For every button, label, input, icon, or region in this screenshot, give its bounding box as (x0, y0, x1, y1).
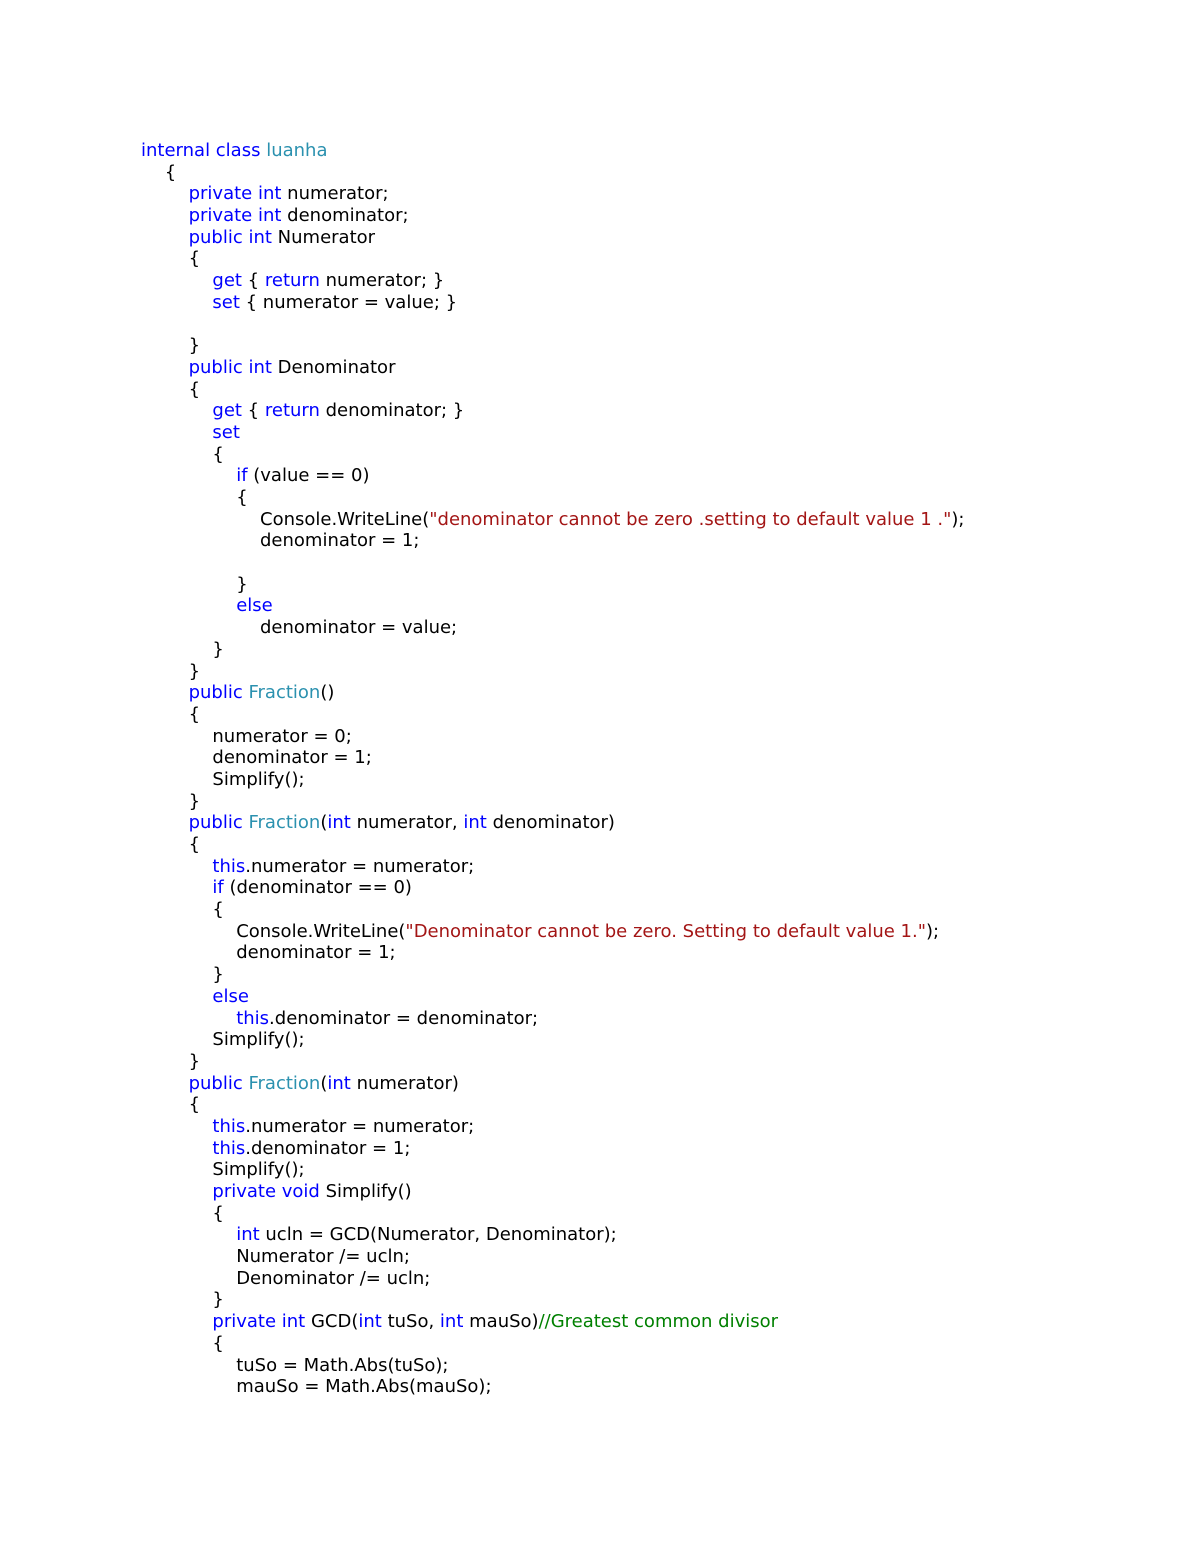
code-line (141, 270, 964, 292)
code-line (141, 1355, 964, 1377)
code-text-token: denominator = value; (260, 617, 458, 639)
code-text-token: { (188, 248, 201, 270)
code-line (141, 1224, 964, 1246)
code-text-token: Numerator /= ucln; (236, 1246, 410, 1268)
code-text-token: numerator) (356, 1072, 459, 1094)
keyword-token: public (188, 812, 249, 834)
code-line (141, 400, 964, 422)
code-line (141, 595, 964, 617)
keyword-token: int (439, 1311, 470, 1333)
code-text-token: Simplify(); (212, 1159, 305, 1181)
code-text-token: ( (320, 1072, 328, 1094)
code-line (141, 335, 964, 357)
code-text-token: tuSo, (387, 1311, 440, 1333)
code-text-token: } (212, 964, 224, 986)
code-line (141, 769, 964, 791)
code-line (141, 487, 964, 509)
keyword-token: int (358, 1311, 388, 1333)
code-line (141, 1311, 964, 1333)
code-text-token: tuSo = Math.Abs(tuSo); (236, 1354, 449, 1376)
code-line (141, 1268, 964, 1290)
code-text-token: ); (926, 920, 940, 942)
code-text-token: } (212, 1289, 224, 1311)
code-line (141, 357, 964, 379)
code-line (141, 899, 964, 921)
keyword-token: return (264, 400, 326, 422)
code-line (141, 1203, 964, 1225)
type-name-token: Fraction (248, 682, 321, 704)
code-text-token: Simplify(); (212, 1029, 305, 1051)
code-line (141, 834, 964, 856)
code-line (141, 617, 964, 639)
type-name-token: Fraction (248, 1072, 321, 1094)
code-text-token: .numerator = numerator; (245, 855, 475, 877)
keyword-token: int (327, 1072, 357, 1094)
code-line (141, 292, 964, 314)
code-text-token: ); (951, 508, 965, 530)
keyword-token: private void (212, 1181, 326, 1202)
code-line (141, 162, 964, 184)
code-text-token: denominator = 1; (260, 530, 420, 552)
code-line (141, 921, 964, 943)
code-text-token: numerator, (356, 812, 464, 834)
code-text-token: Numerator (277, 226, 376, 248)
code-text-token: } (188, 660, 201, 682)
code-text-token: denominator = 1; (236, 942, 396, 964)
code-text-token: { (212, 1332, 224, 1354)
keyword-token: get (212, 270, 248, 292)
code-text-token: { (247, 270, 265, 292)
code-text-token: mauSo) (469, 1311, 539, 1333)
code-line (141, 1029, 964, 1051)
code-text-token: denominator = 1; (212, 747, 372, 769)
code-line (141, 986, 964, 1008)
keyword-token: private int (212, 1311, 311, 1333)
code-text-token: } (188, 1050, 201, 1072)
code-text-token: } (236, 573, 248, 595)
keyword-token: this (212, 1137, 246, 1159)
keyword-token: this (212, 1115, 246, 1137)
keyword-token: public (188, 1072, 249, 1094)
code-text-token: { (247, 400, 265, 422)
code-line (141, 379, 964, 401)
code-text-token: } (188, 335, 201, 357)
code-text-token: { (188, 1094, 201, 1116)
keyword-token: else (236, 595, 273, 617)
code-text-token: ( (320, 812, 328, 834)
code-line (141, 444, 964, 466)
code-text-token: denominator) (492, 812, 615, 834)
keyword-token: return (264, 270, 326, 292)
code-text-token: { (188, 703, 201, 725)
code-text-token: GCD( (310, 1311, 359, 1333)
code-line (141, 1181, 964, 1203)
code-text-token: { (188, 378, 201, 400)
code-line (141, 812, 964, 834)
keyword-token: this (236, 1007, 270, 1029)
code-line (141, 205, 964, 227)
code-text-token: { (212, 443, 224, 465)
code-line (141, 183, 964, 205)
keyword-token: int (327, 812, 357, 834)
code-text-token: () (320, 682, 335, 704)
code-text-token: .denominator = denominator; (269, 1007, 539, 1029)
code-line (141, 530, 964, 552)
code-text-token: numerator; (287, 183, 389, 205)
code-line (141, 574, 964, 596)
code-line (141, 726, 964, 748)
code-line (141, 747, 964, 769)
code-line (141, 1246, 964, 1268)
code-line (141, 1116, 964, 1138)
code-text-token: } (212, 638, 224, 660)
code-text-token: { (164, 161, 177, 183)
code-line (141, 1138, 964, 1160)
code-text-token: numerator = 0; (212, 725, 352, 747)
code-line (141, 1376, 964, 1398)
code-line (141, 140, 964, 162)
string-literal-token: "denominator cannot be zero .setting to default value 1 ." (429, 508, 952, 530)
type-name-token: luanha (266, 140, 328, 161)
code-line (141, 509, 964, 531)
code-text-token: denominator; (287, 205, 409, 227)
keyword-token: int (463, 812, 493, 834)
code-text-token: denominator; } (325, 400, 465, 422)
code-line (141, 877, 964, 899)
code-text-token: .denominator = 1; (245, 1137, 411, 1159)
comment-token: //Greatest common divisor (538, 1311, 779, 1333)
keyword-token: set (212, 421, 240, 443)
keyword-token: public (188, 682, 249, 704)
keyword-token: private int (188, 205, 288, 227)
string-literal-token: "Denominator cannot be zero. Setting to default value 1." (405, 920, 927, 942)
code-text-token: { (236, 487, 248, 508)
code-text-token: Denominator /= ucln; (236, 1267, 431, 1289)
code-text-token: { (188, 834, 201, 855)
type-name-token: Fraction (248, 812, 321, 834)
code-text-token: numerator; } (325, 270, 445, 292)
code-line (141, 942, 964, 964)
keyword-token: private int (188, 183, 288, 205)
code-line (141, 248, 964, 270)
code-text-token: { (212, 1202, 224, 1224)
code-line (141, 314, 964, 336)
code-text-token: { (212, 899, 224, 921)
code-line (141, 704, 964, 726)
code-text-token: (value == 0) (253, 465, 370, 487)
code-line (141, 1008, 964, 1030)
code-line (141, 682, 964, 704)
code-text-token: } (188, 790, 201, 812)
keyword-token: set (212, 291, 246, 313)
keyword-token: this (212, 855, 246, 877)
keyword-token: public int (188, 226, 278, 248)
code-line (141, 1094, 964, 1116)
code-line (141, 639, 964, 661)
keyword-token: if (212, 877, 230, 899)
code-text-token: Simplify(); (212, 768, 305, 790)
keyword-token: internal class (141, 140, 267, 161)
code-line (141, 465, 964, 487)
code-line (141, 227, 964, 249)
code-text-token: { numerator = value; } (245, 291, 458, 313)
code-line (141, 856, 964, 878)
keyword-token: get (212, 400, 248, 422)
code-line (141, 1051, 964, 1073)
code-line (141, 1073, 964, 1095)
code-line (141, 1289, 964, 1311)
keyword-token: public int (188, 356, 278, 378)
code-block (141, 140, 964, 1398)
code-text-token: Denominator (277, 356, 396, 378)
keyword-token: if (236, 465, 254, 487)
keyword-token: else (212, 985, 249, 1007)
code-line (141, 1333, 964, 1355)
code-line (141, 964, 964, 986)
code-line (141, 422, 964, 444)
code-line (141, 1159, 964, 1181)
code-text-token: mauSo = Math.Abs(mauSo); (236, 1376, 492, 1398)
code-text-token: Console.WriteLine( (260, 508, 430, 530)
code-line (141, 552, 964, 574)
code-line (141, 791, 964, 813)
code-line (141, 661, 964, 683)
keyword-token: int (236, 1224, 266, 1246)
code-text-token: (denominator == 0) (229, 877, 412, 899)
code-text-token: ucln = GCD(Numerator, Denominator); (265, 1224, 617, 1246)
code-text-token: .numerator = numerator; (245, 1115, 475, 1137)
code-text-token: Console.WriteLine( (236, 920, 406, 942)
code-text-token: Simplify() (325, 1181, 412, 1202)
